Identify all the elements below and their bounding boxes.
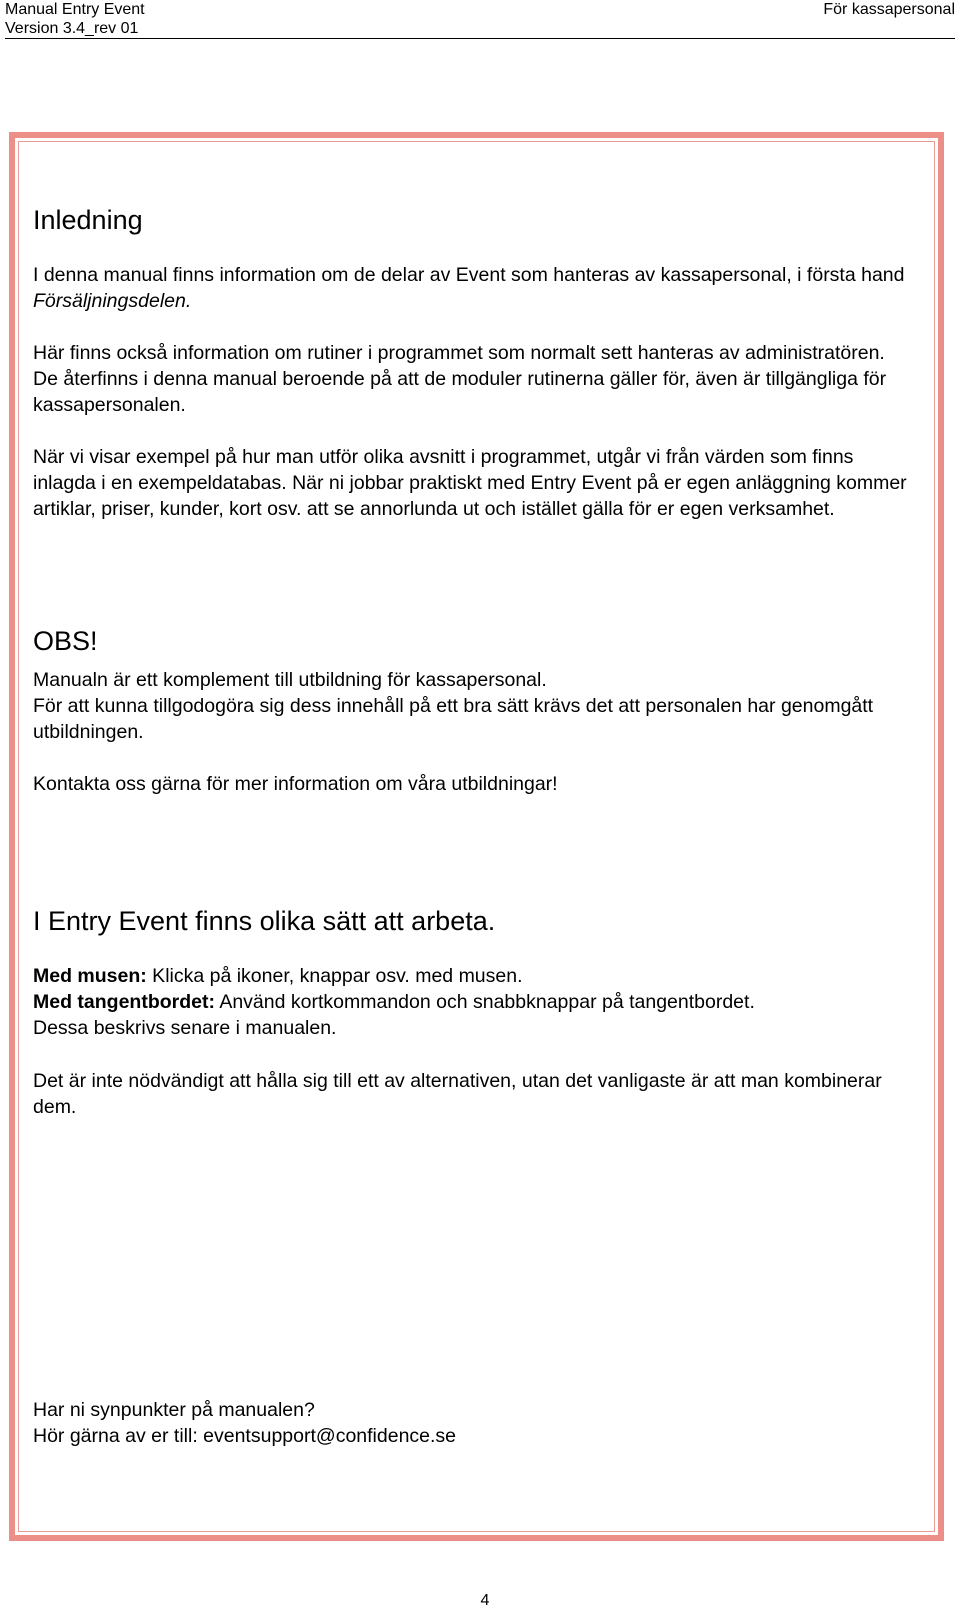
feedback-question: Har ni synpunkter på manualen? <box>33 1399 315 1421</box>
document-version: Version 3.4_rev 01 <box>5 20 139 37</box>
obs-line-1: Manualn är ett komplement till utbildning för kassapersonal. <box>33 669 547 691</box>
intro-paragraph-1 <box>33 262 913 314</box>
intro-paragraph-1-italic: Försäljningsdelen. <box>33 290 192 312</box>
intro-paragraph-1-text: I denna manual finns information om de delar av Event som hanteras av kassapersonal, i första hand <box>33 264 905 286</box>
header-left <box>5 0 145 38</box>
intro-heading: Inledning <box>33 205 143 235</box>
methods-mouse-text: Klicka på ikoner, knappar osv. med musen. <box>146 965 523 987</box>
intro-paragraph-3: När vi visar exempel på hur man utför olika avsnitt i programmet, utgår vi från värden som finns inlagda i en exempeldatabas. När ni jobbar praktiskt med Entry Event på er egen anläggning kommer artiklar, priser, kunder, kort osv. att se annorlunda ut och istället gälla för er egen verksamhet. <box>33 446 907 520</box>
methods-keyboard <box>33 989 913 1015</box>
document-audience: För kassapersonal <box>823 1 955 18</box>
intro-paragraph-2: Här finns också information om rutiner i programmet som normalt sett hanteras av administratören. De återfinns i denna manual beroende på att de moduler rutinerna gäller för, även är tillgängliga för kassapersonalen. <box>33 342 887 416</box>
methods-mouse-label: Med musen: <box>33 965 147 987</box>
page-header <box>5 0 955 39</box>
methods-heading: I Entry Event finns olika sätt att arbeta. <box>33 906 496 936</box>
feedback-contact: Hör gärna av er till: eventsupport@confidence.se <box>33 1425 457 1447</box>
methods-mouse <box>33 963 913 989</box>
methods-keyboard-label: Med tangentbordet: <box>33 991 215 1013</box>
obs-line-3: Kontakta oss gärna för mer information om våra utbildningar! <box>33 773 558 795</box>
obs-heading: OBS! <box>33 626 98 656</box>
methods-keyboard-note: Dessa beskrivs senare i manualen. <box>33 1017 337 1039</box>
page-number: 4 <box>480 1592 490 1609</box>
obs-line-2: För att kunna tillgodogöra sig dess innehåll på ett bra sätt krävs det att personalen har genomgått utbildningen. <box>33 695 874 743</box>
methods-keyboard-text: Använd kortkommandon och snabbknappar på tangentbordet. <box>214 991 755 1013</box>
document-title: Manual Entry Event <box>5 1 145 18</box>
methods-combine: Det är inte nödvändigt att hålla sig till ett av alternativen, utan det vanligaste är att man kombinerar dem. <box>33 1070 882 1118</box>
